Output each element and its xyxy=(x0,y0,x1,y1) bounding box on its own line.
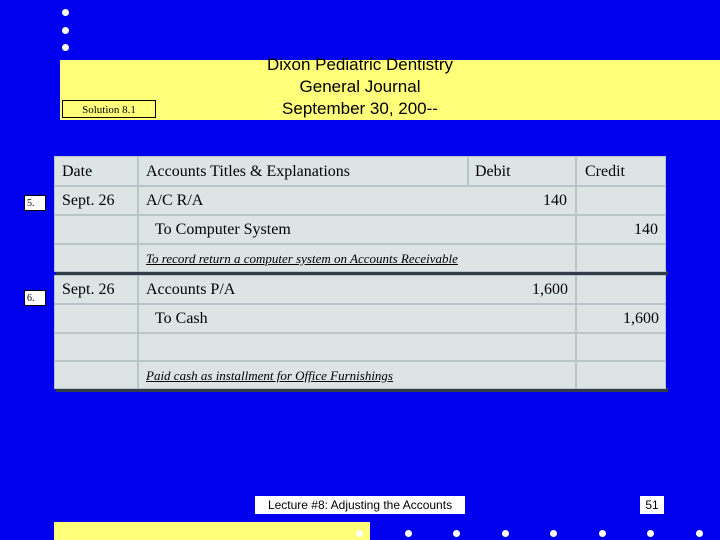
bullet-dot-icon xyxy=(405,530,412,537)
bullet-dot-icon xyxy=(62,27,69,34)
table-cell xyxy=(138,186,576,215)
table-cell xyxy=(54,186,138,215)
table-cell xyxy=(54,333,138,361)
bullet-dot-icon xyxy=(453,530,460,537)
entry-explanation: To record return a computer system on Accounts Receivable xyxy=(146,251,458,266)
footer-band xyxy=(54,522,370,540)
bullet-dot-icon xyxy=(599,530,606,537)
bullet-dot-icon xyxy=(647,530,654,537)
credit-amount: 1,600 xyxy=(623,310,659,327)
solution-label: Solution 8.1 xyxy=(62,100,156,118)
entry-date: Sept. 26 xyxy=(62,192,115,209)
debit-account: Accounts P/A xyxy=(146,281,236,298)
table-cell xyxy=(138,244,576,272)
entry-date: Sept. 26 xyxy=(62,281,115,298)
column-header-debit: Debit xyxy=(475,163,511,180)
bullet-dot-icon xyxy=(62,9,69,16)
table-cell xyxy=(138,275,576,304)
bullet-dot-icon xyxy=(502,530,509,537)
header-cell-credit xyxy=(576,156,666,186)
title-company: Dixon Pediatric Dentistry xyxy=(266,55,454,74)
debit-amount: 1,600 xyxy=(532,281,568,298)
table-cell xyxy=(54,361,138,389)
table-cell xyxy=(54,275,138,304)
column-header-credit: Credit xyxy=(585,163,625,180)
table-cell xyxy=(138,333,576,361)
column-header-accounts: Accounts Titles & Explanations xyxy=(146,163,350,180)
bullet-dot-icon xyxy=(696,530,703,537)
header-cell-debit xyxy=(468,156,576,186)
page-title xyxy=(230,54,490,120)
debit-account: A/C R/A xyxy=(146,192,204,209)
title-journal: General Journal xyxy=(299,77,421,96)
table-cell xyxy=(576,275,666,304)
table-cell xyxy=(138,304,576,333)
table-cell xyxy=(576,186,666,215)
table-cell xyxy=(138,361,576,389)
table-cell xyxy=(54,304,138,333)
lecture-footer: Lecture #8: Adjusting the Accounts xyxy=(255,496,465,514)
bullet-dot-icon xyxy=(550,530,557,537)
bullet-dot-icon xyxy=(356,530,363,537)
table-cell xyxy=(138,215,576,244)
header-cell-accounts xyxy=(138,156,468,186)
entry-number: 5. xyxy=(24,195,46,211)
table-cell xyxy=(54,244,138,272)
header-cell-date xyxy=(54,156,138,186)
credit-account: To Computer System xyxy=(155,221,291,238)
credit-amount: 140 xyxy=(634,221,658,238)
table-cell xyxy=(576,333,666,361)
entry-explanation: Paid cash as installment for Office Furnishings xyxy=(146,368,393,383)
table-cell xyxy=(54,215,138,244)
table-cell xyxy=(576,215,666,244)
credit-account: To Cash xyxy=(155,310,208,327)
title-date: September 30, 200-- xyxy=(282,99,438,118)
table-cell xyxy=(576,304,666,333)
bullet-dot-icon xyxy=(62,44,69,51)
column-header-date: Date xyxy=(62,163,93,180)
entry-number: 6. xyxy=(24,290,46,306)
page-number: 51 xyxy=(640,496,664,514)
table-cell xyxy=(576,244,666,272)
debit-amount: 140 xyxy=(543,192,567,209)
table-cell xyxy=(576,361,666,389)
